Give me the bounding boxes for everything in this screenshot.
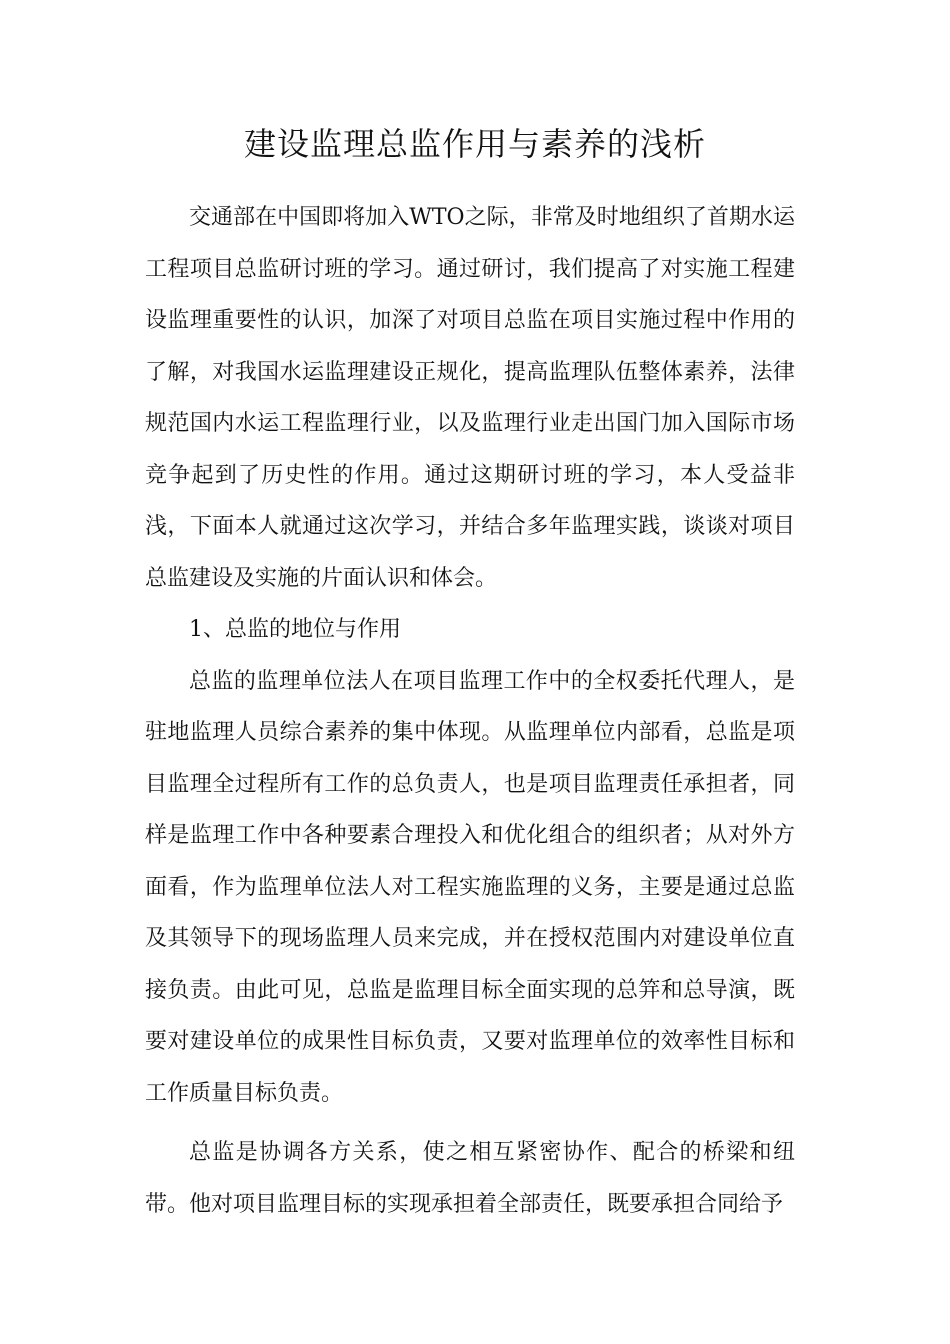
paragraph-intro: 交通部在中国即将加入WTO之际，非常及时地组织了首期水运工程项目总监研讨班的学习。通过研讨，我们提高了对实施工程建设监理重要性的认识，加深了对项目总监在项目实施过程中作用的了解，对我国水运监理建设正规化，提高监理队伍整体素养，法律规范国内水运工程监理行业，以及监理行业走出国门加入国际市场竞争起到了历史性的作用。通过这期研讨班的学习，本人受益非浅，下面本人就通过这次学习，并结合多年监理实践，谈谈对项目总监建设及实施的片面认识和体会。 <box>145 205 795 591</box>
document-body <box>145 192 795 1230</box>
paragraph-role: 总监的监理单位法人在项目监理工作中的全权委托代理人，是驻地监理人员综合素养的集中体现。从监理单位内部看，总监是项目监理全过程所有工作的总负责人，也是项目监理责任承担者，同样是监理工作中各种要素合理投入和优化组合的组织者；从对外方面看，作为监理单位法人对工程实施监理的义务，主要是通过总监及其领导下的现场监理人员来完成，并在授权范围内对建设单位直接负责。由此可见，总监是监理目标全面实现的总笄和总导演，既要对建设单位的成果性目标负责，又要对监理单位的效率性目标和工作质量目标负责。 <box>145 668 795 1106</box>
paragraph-coordination: 总监是协调各方关系，使之相互紧密协作、配合的桥梁和纽带。他对项目监理目标的实现承担着全部责任，既要承担合同给予 <box>145 1140 795 1217</box>
document-title: 建设监理总监作用与素养的浅析 <box>243 125 706 163</box>
section-heading-1: 1、总监的地位与作用 <box>189 617 401 642</box>
